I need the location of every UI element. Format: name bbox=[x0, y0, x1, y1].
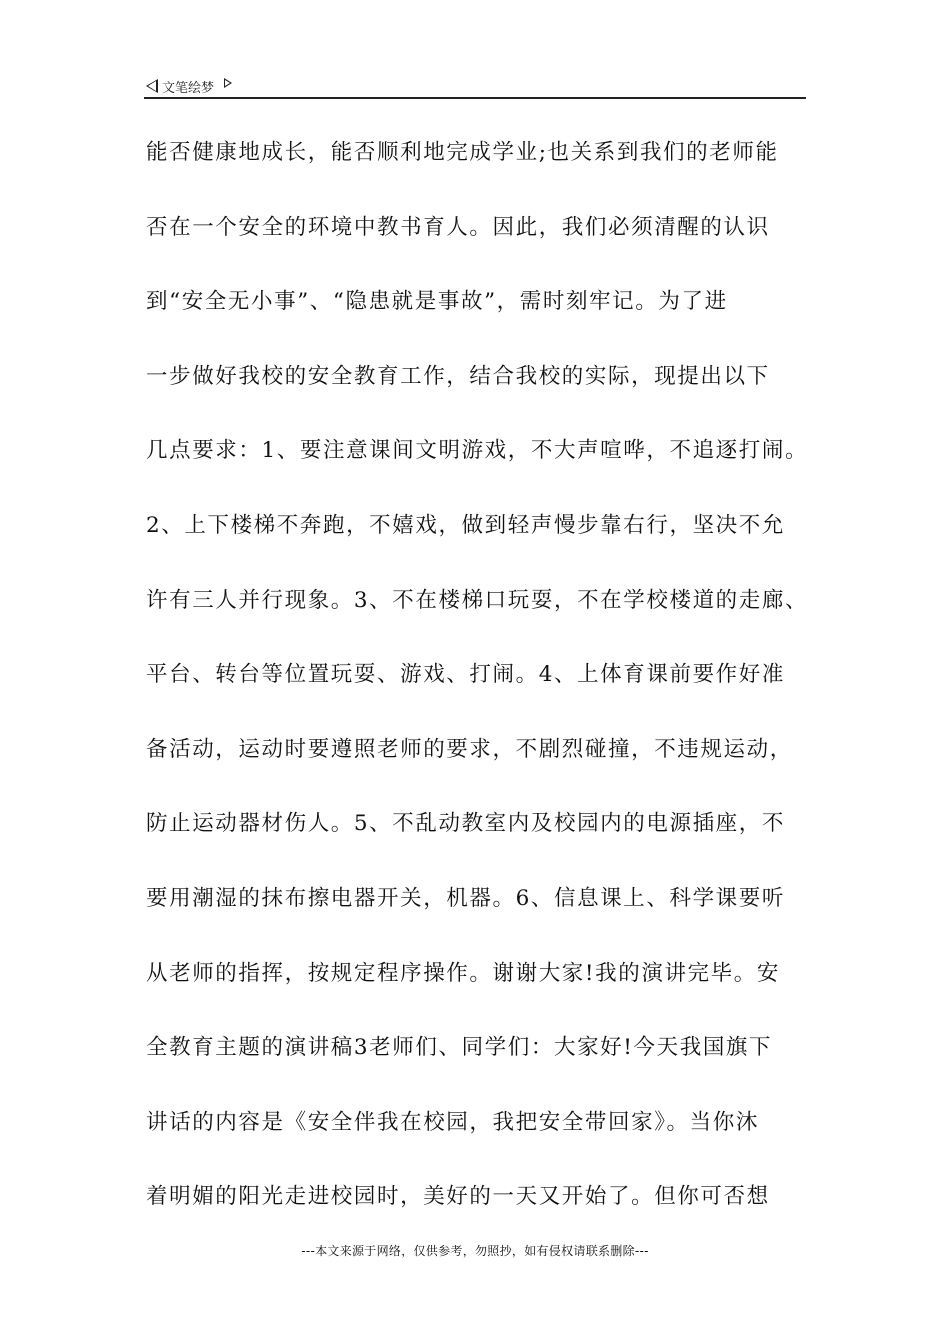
text-line: 几点要求：1、要注意课间文明游戏，不大声喧哗，不追逐打闹。 bbox=[146, 438, 809, 464]
right-triangle-icon bbox=[224, 78, 232, 88]
text-line: 备活动，运动时要遵照老师的要求，不剧烈碰撞，不违规运动， bbox=[146, 736, 793, 762]
page-header bbox=[146, 74, 232, 98]
left-triangle-icon bbox=[146, 79, 158, 93]
text-line: 着明媚的阳光走进校园时，美好的一天又开始了。但你可否想 bbox=[146, 1184, 770, 1210]
footer-notice: ---本文来源于网络，仅供参考，勿照抄，如有侵权请联系删除--- bbox=[301, 1244, 649, 1258]
header-title: 文笔绘梦 bbox=[162, 80, 215, 96]
document-body bbox=[146, 130, 816, 1249]
text-line: 全教育主题的演讲稿3老师们、同学们：大家好!今天我国旗下 bbox=[146, 1035, 773, 1061]
header-divider bbox=[144, 97, 806, 99]
text-line: 平台、转台等位置玩耍、游戏、打闹。4、上体育课前要作好准 bbox=[146, 662, 785, 688]
text-line: 许有三人并行现象。3、不在楼梯口玩耍，不在学校楼道的走廊、 bbox=[146, 587, 809, 613]
text-line: 从老师的指挥，按规定程序操作。谢谢大家!我的演讲完毕。安 bbox=[146, 960, 780, 986]
text-line: 要用潮湿的抹布擦电器开关，机器。6、信息课上、科学课要听 bbox=[146, 885, 785, 911]
text-line: 到“安全无小事”、“隐患就是事故”，需时刻牢记。为了进 bbox=[146, 289, 728, 315]
text-line: 否在一个安全的环境中教书育人。因此，我们必须清醒的认识 bbox=[146, 214, 770, 240]
text-line: 一步做好我校的安全教育工作，结合我校的实际，现提出以下 bbox=[146, 363, 770, 389]
text-line: 讲话的内容是《安全伴我在校园，我把安全带回家》。当你沐 bbox=[146, 1109, 759, 1135]
text-line: 防止运动器材伤人。5、不乱动教室内及校园内的电源插座，不 bbox=[146, 811, 785, 837]
text-line: 能否健康地成长，能否顺利地完成学业;也关系到我们的老师能 bbox=[146, 140, 779, 165]
text-line: 2、上下楼梯不奔跑，不嬉戏，做到轻声慢步靠右行，坚决不允 bbox=[146, 512, 785, 538]
